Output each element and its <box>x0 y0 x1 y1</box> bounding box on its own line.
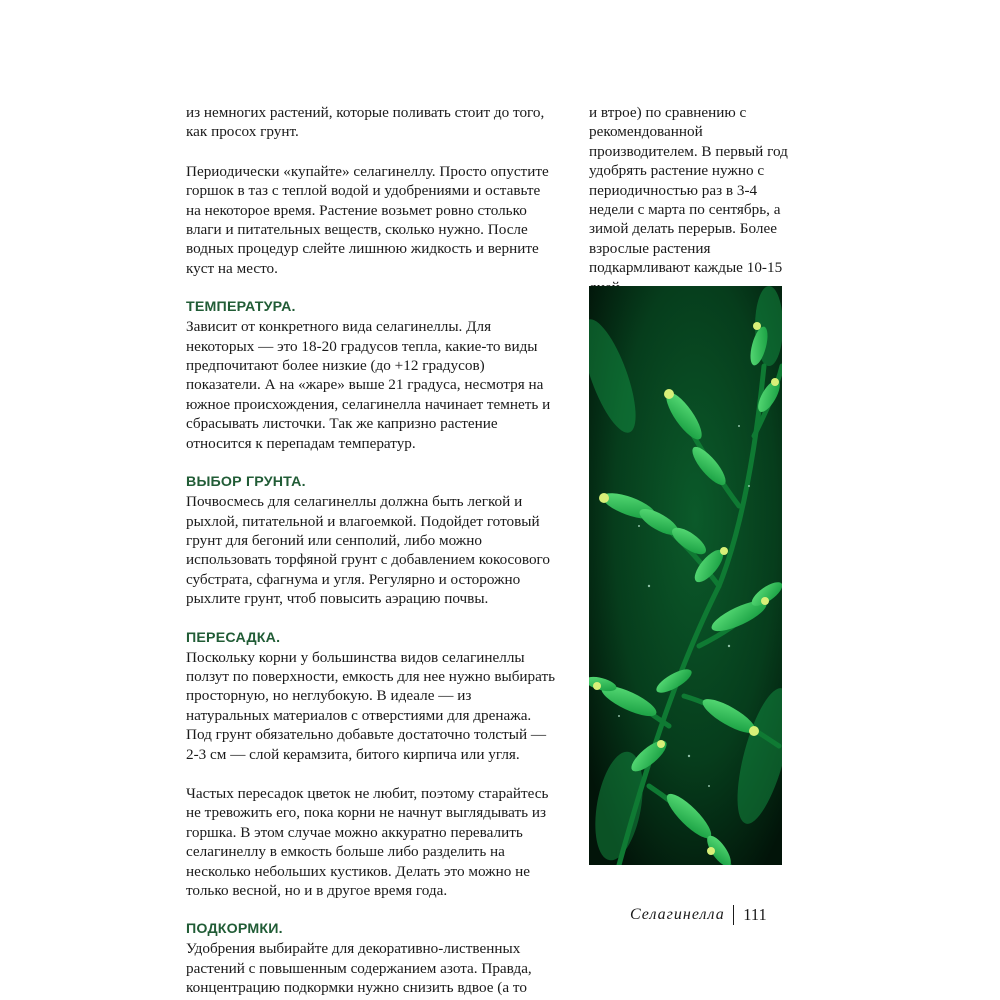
section-paragraph: Удобрения выбирайте для декоративно-лиственных растений с повышенным содержанием азота. Правда, концентрацию подкормки нужно снизить вдвое (а то <box>186 940 532 997</box>
section-feeding <box>186 920 556 997</box>
right-column <box>589 103 789 297</box>
footer-divider <box>733 905 735 925</box>
continued-paragraph: и втрое) по сравнению с рекомендованной производителем. В первый год удобрять растение нужно с периодичностью раз в 3-4 недели с марта по сентябрь, а зимой делать перерыв. Более взрослые растения подкармливают каждые 10-15 <box>589 104 788 277</box>
left-column <box>186 103 556 998</box>
selaginella-photo <box>589 286 782 865</box>
page-footer <box>630 905 767 925</box>
section-heading: ПОДКОРМКИ. <box>186 921 283 938</box>
selaginella-illustration <box>589 286 782 865</box>
intro-continued-paragraph: из немногих растений, которые поливать стоит до того, как просох грунт. <box>186 104 545 141</box>
section-paragraph: Поскольку корни у большинства видов селагинеллы ползут по поверхности, емкость для нее нужно выбирать просторную, но неглубокую. В идеале — из натуральных материалов с отверстиями для дренажа. Под грунт обязательно добавьте достаточно толстый — 2-3 см — слой керамзита, битого кирпича или угля. <box>186 648 556 763</box>
page-number: 111 <box>743 905 767 924</box>
section-heading: ТЕМПЕРАТУРА. <box>186 299 296 316</box>
section-transplant <box>186 629 556 901</box>
bathing-paragraph: Периодически «купайте» селагинеллу. Просто опустите горшок в таз с теплой водой и удобрениями и оставьте на некоторое время. Растение возьмет ровно столько влаги и питательных веществ, сколько нужно. После водных процедур слейте лишнюю жидкость и верните куст на место. <box>186 162 549 277</box>
section-heading: ПЕРЕСАДКА. <box>186 629 281 646</box>
section-paragraph: Почвосмесь для селагинеллы должна быть легкой и рыхлой, питательной и влагоемкой. Подойдет готовый грунт для бегоний или сенполий, либо можно использовать торфяной грунт с добавлением кокосового субстрата, сфагнума и угля. Регулярно и осторожно рыхлите грунт, чтоб повысить аэрацию почвы. <box>186 493 550 608</box>
section-paragraph: Частых пересадок цветок не любит, поэтому старайтесь не тревожить его, пока корни не начнут выглядывать из горшка. В этом случае можно аккуратно перевалить селагинеллу в емкость больше либо разделить на несколько небольших кустиков. Делать это можно не только весной, но и в другое время года. <box>186 784 549 899</box>
section-temperature <box>186 298 556 453</box>
section-soil <box>186 473 556 608</box>
section-paragraph: Зависит от конкретного вида селагинеллы. Для некоторых — это 18-20 градусов тепла, какие-то виды предпочитают более низкие (до +12 градусов) показатели. А на «жаре» выше 21 градуса, несмотря на южное происхождения, селагинелла начинает темнеть и сбрасывать листочки. Так же капризно растение относится к перепадам температур. <box>186 318 551 452</box>
section-heading: ВЫБОР ГРУНТА. <box>186 474 306 491</box>
running-title: Селагинелла <box>630 906 725 923</box>
